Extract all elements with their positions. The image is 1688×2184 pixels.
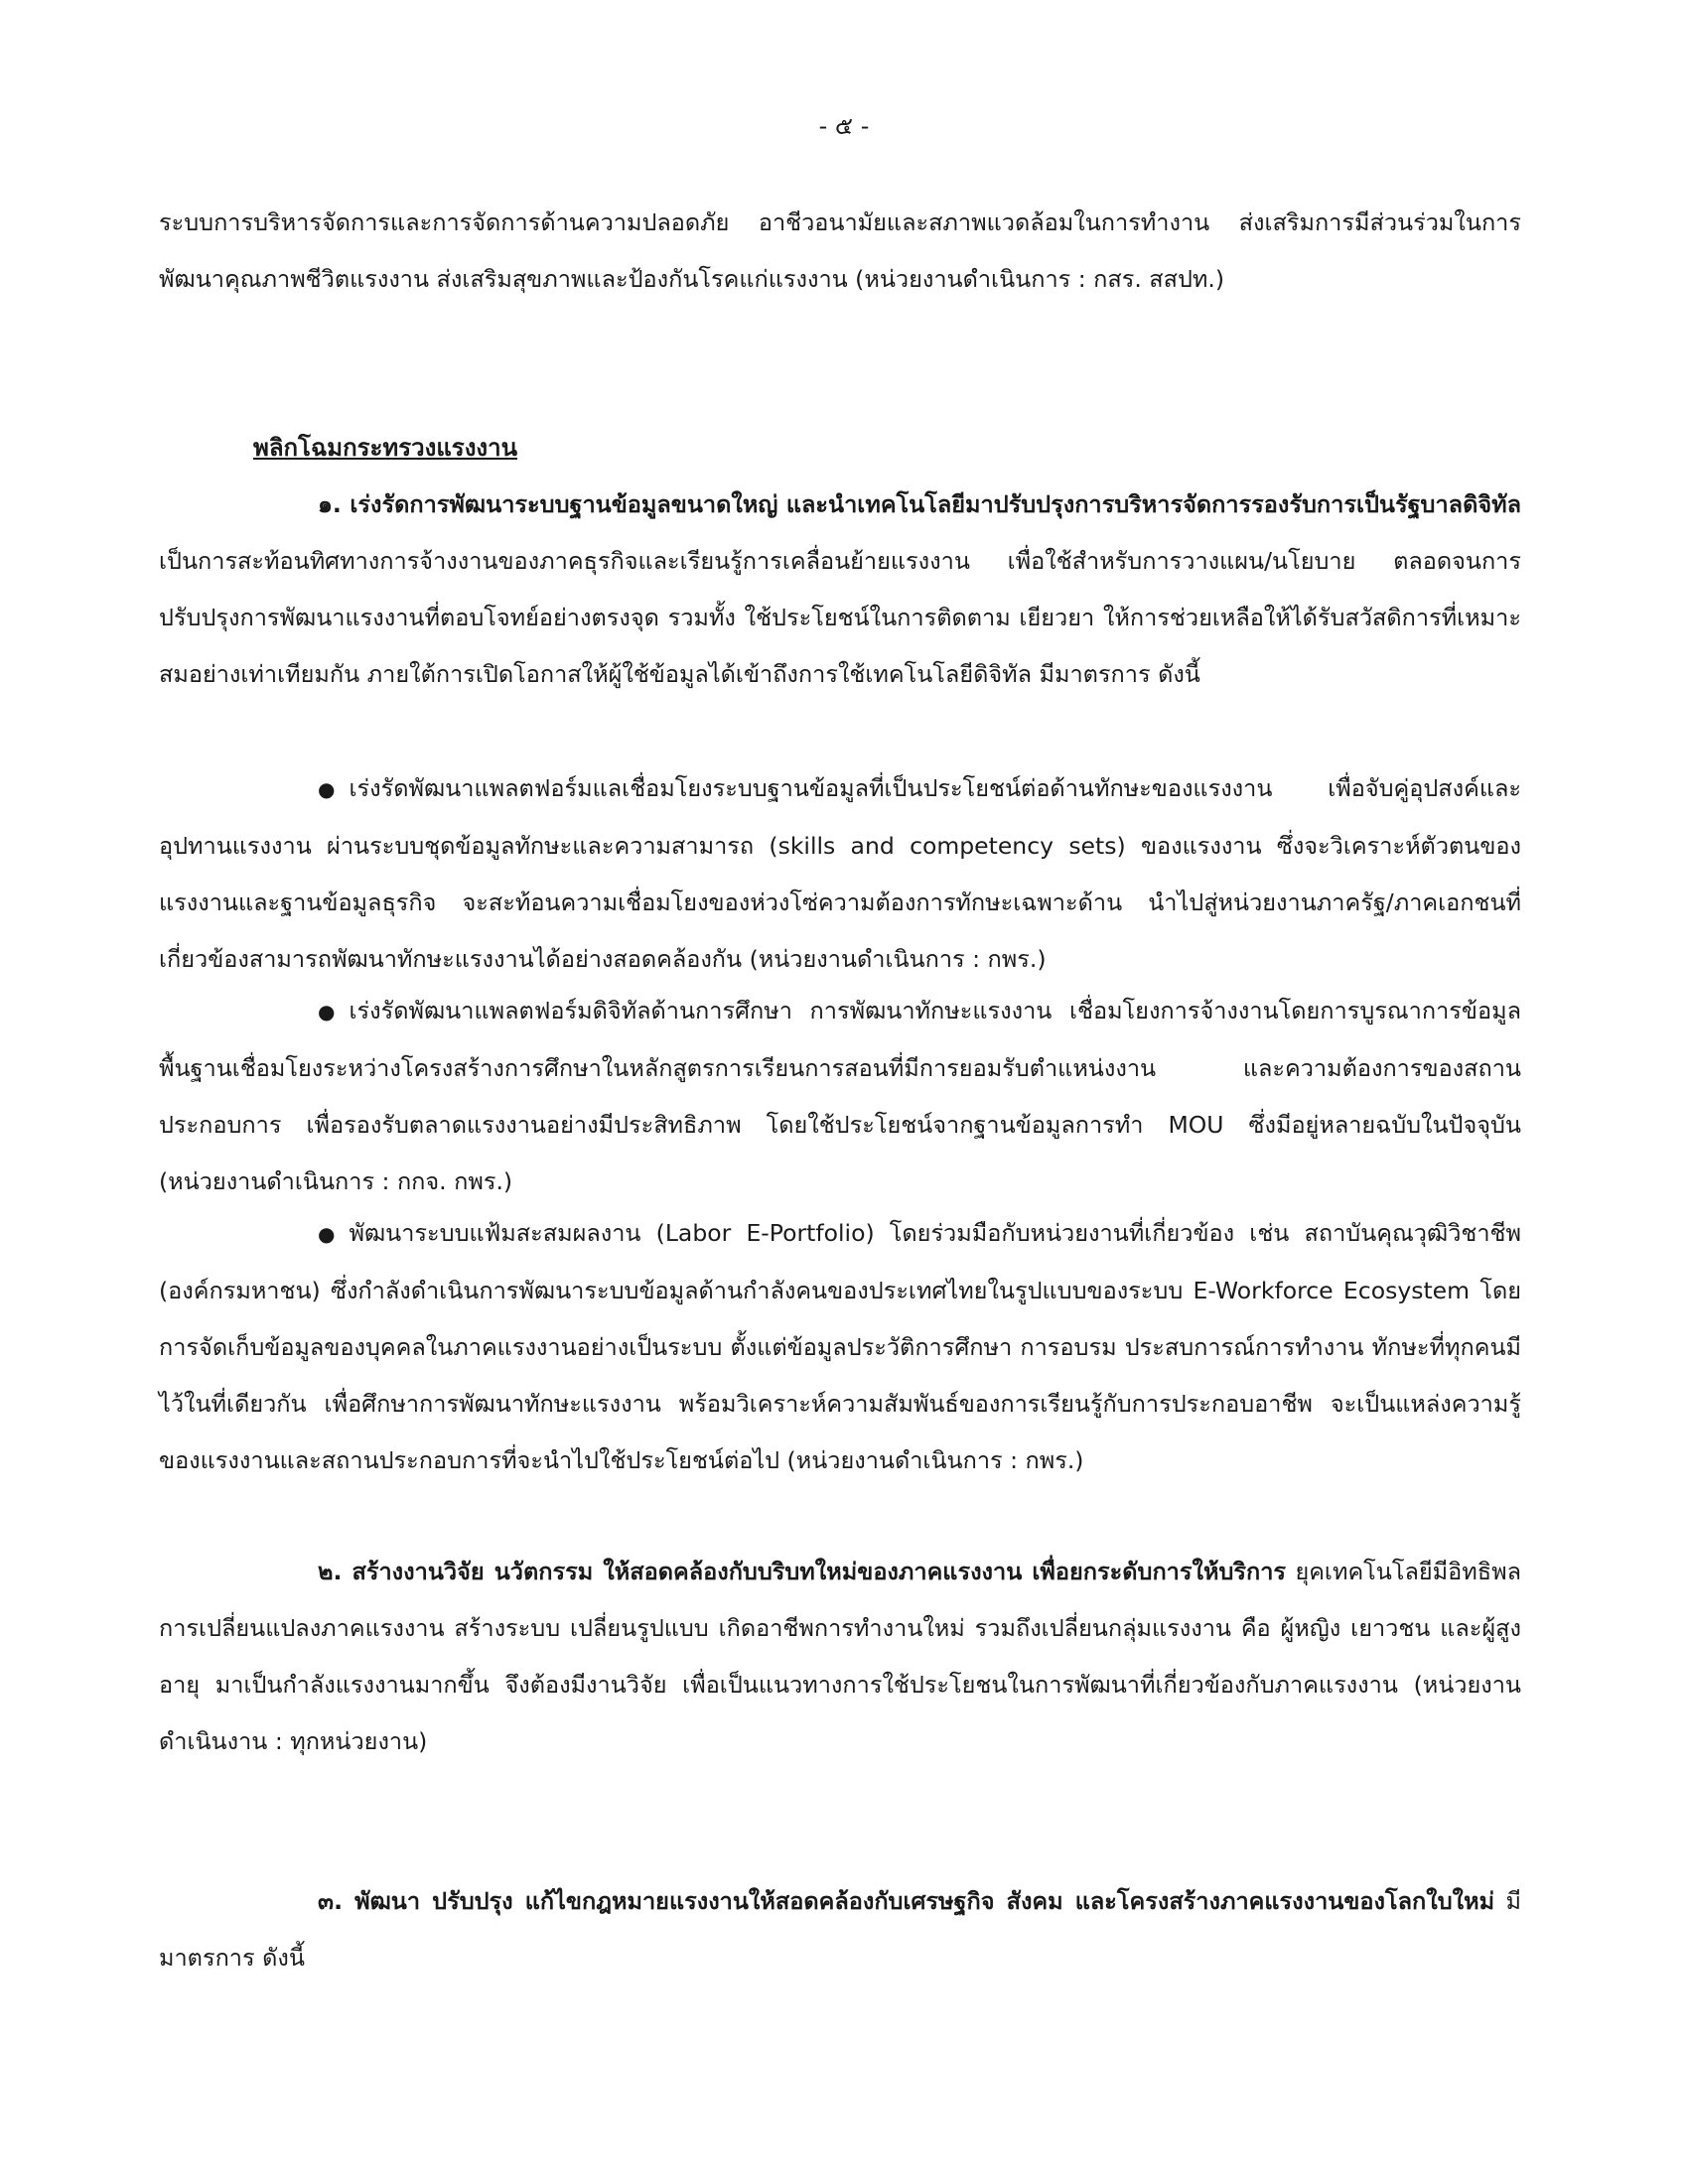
strategy-1-body: เป็นการสะท้อนทิศทางการจ้างงานของภาคธุรกิจและเรียนรู้การเคลื่อนย้ายแรงงาน เพื่อใช้สำหรับการวางแผน/นโยบาย ตลอดจนการปรับปรุงการพัฒนาแรงงานที่ตอบโจทย์อย่างตรงจุด รวมทั้ง ใช้ประโยชน์ในการติดตาม เยียวยา ให้การช่วยเหลือให้ได้รับสวัสดิการที่เหมาะสมอย่างเท่าเทียมกัน ภายใต้การเปิดโอกาสให้ผู้ใช้ข้อมูลได้เข้าถึงการใช้เทคโนโลยีดิจิทัล มีมาตรการ ดังนี้ (159, 547, 1521, 688)
page-number: - ๕ - (818, 112, 870, 140)
intro-paragraph: ระบบการบริหารจัดการและการจัดการด้านความปลอดภัย อาชีวอนามัยและสภาพแวดล้อมในการทำงาน ส่งเสริมการมีส่วนร่วมในการพัฒนาคุณภาพชีวิตแรงงาน ส่งเสริมสุขภาพและป้องกันโรคแก่แรงงาน (หน่วยงานดำเนินการ : กสร. สสปท.) (159, 208, 1521, 293)
strategy-1-block (159, 477, 1521, 703)
bullet-2-block (159, 983, 1521, 1210)
bullet-3-paragraph (159, 1205, 1521, 1489)
bullet-3-text: พัฒนาระบบแฟ้มสะสมผลงาน (Labor E-Portfolio) โดยร่วมมือกับหน่วยงานที่เกี่ยวข้อง เช่น สถาบันคุณวุฒิวิชาชีพ (องค์กรมหาชน) ซึ่งกำลังดำเนินการพัฒนาระบบข้อมูลด้านกำลังคนของประเทศไทยในรูปแบบของระบบ E-Workforce Ecosystem โดยการจัดเก็บข้อมูลของบุคคลในภาคแรงงานอย่างเป็นระบบ ตั้งแต่ข้อมูลประวัติการศึกษา การอบรม ประสบการณ์การทำงาน ทักษะที่ทุกคนมีไว้ในที่เดียวกัน เพื่อศึกษาการพัฒนาทักษะแรงงาน พร้อมวิเคราะห์ความสัมพันธ์ของการเรียนรู้กับการประกอบอาชีพ จะเป็นแหล่งความรู้ของแรงงานและสถานประกอบการที่จะนำไปใช้ประโยชน์ต่อไป (หน่วยงานดำเนินการ : กพร.) (159, 1219, 1521, 1474)
strategy-3-body: มีมาตรการ ดังนี้ (159, 1887, 1521, 1972)
intro-paragraph-block (159, 195, 1521, 308)
section-heading: พลิกโฉมกระทรวงแรงงาน (253, 434, 518, 462)
strategy-1-paragraph (159, 477, 1521, 703)
bullet-icon: ● (318, 777, 336, 801)
strategy-2-title: ๒. สร้างงานวิจัย นวัตกรรม ให้สอดคล้องกับบริบทใหม่ของภาคแรงงาน เพื่อยกระดับการให้บริการ (318, 1558, 1287, 1585)
strategy-2-body: ยุคเทคโนโลยีมีอิทธิพลการเปลี่ยนแปลงภาคแรงงาน สร้างระบบ เปลี่ยนรูปแบบ เกิดอาชีพการทำงานใหม่ รวมถึงเปลี่ยนกลุ่มแรงงาน คือ ผู้หญิง เยาวชน และผู้สูงอายุ มาเป็นกำลังแรงงานมากขึ้น จึงต้องมีงานวิจัย เพื่อเป็นแนวทางการใช้ประโยชนในการพัฒนาที่เกี่ยวข้องกับภาคแรงงาน (หน่วยงานดำเนินงาน : ทุกหน่วยงาน) (159, 1558, 1521, 1755)
strategy-3-paragraph (159, 1873, 1521, 1986)
strategy-2-paragraph (159, 1544, 1521, 1770)
bullet-icon: ● (318, 1000, 336, 1024)
strategy-2-block (159, 1544, 1521, 1770)
bullet-2-text: เร่งรัดพัฒนาแพลตฟอร์มดิจิทัลด้านการศึกษา การพัฒนาทักษะแรงงาน เชื่อมโยงการจ้างงานโดยการบูรณาการข้อมูลพื้นฐานเชื่อมโยงระหว่างโครงสร้างการศึกษาในหลักสูตรการเรียนการสอนที่มีการยอมรับตำแหน่งงาน และความต้องการของสถานประกอบการ เพื่อรองรับตลาดแรงงานอย่างมีประสิทธิภาพ โดยใช้ประโยชน์จากฐานข้อมูลการทำ MOU ซึ่งมีอยู่หลายฉบับในปัจจุบัน (หน่วยงานดำเนินการ : กกจ. กพร.) (159, 997, 1521, 1195)
bullet-1-paragraph (159, 760, 1521, 988)
bullet-3-block (159, 1205, 1521, 1489)
strategy-1-title: ๑. เร่งรัดการพัฒนาระบบฐานข้อมูลขนาดใหญ่ และนำเทคโนโลยีมาปรับปรุงการบริหารจัดการรองรับการเป็นรัฐบาลดิจิทัล (318, 490, 1521, 518)
bullet-icon: ● (318, 1222, 336, 1246)
strategy-3-block (159, 1873, 1521, 1986)
strategy-3-title: ๓. พัฒนา ปรับปรุง แก้ไขกฎหมายแรงงานให้สอดคล้องกับเศรษฐกิจ สังคม และโครงสร้างภาคแรงงานของโลกใบใหม่ (318, 1887, 1495, 1915)
bullet-2-paragraph (159, 983, 1521, 1210)
section-heading-block (159, 420, 1521, 477)
bullet-1-block (159, 760, 1521, 988)
bullet-1-text: เร่งรัดพัฒนาแพลตฟอร์มแลเชื่อมโยงระบบฐานข้อมูลที่เป็นประโยชน์ต่อด้านทักษะของแรงงาน เพื่อจับคู่อุปสงค์และอุปทานแรงงาน ผ่านระบบชุดข้อมูลทักษะและความสามารถ (skills and competency sets) ของแรงงาน ซึ่งจะวิเคราะห์ตัวตนของแรงงานและฐานข้อมูลธุรกิจ จะสะท้อนความเชื่อมโยงของห่วงโซ่ความต้องการทักษะเฉพาะด้าน นำไปสู่หน่วยงานภาครัฐ/ภาคเอกชนที่เกี่ยวข้องสามารถพัฒนาทักษะแรงงานได้อย่างสอดคล้องกัน (หน่วยงานดำเนินการ : กพร.) (159, 774, 1521, 973)
